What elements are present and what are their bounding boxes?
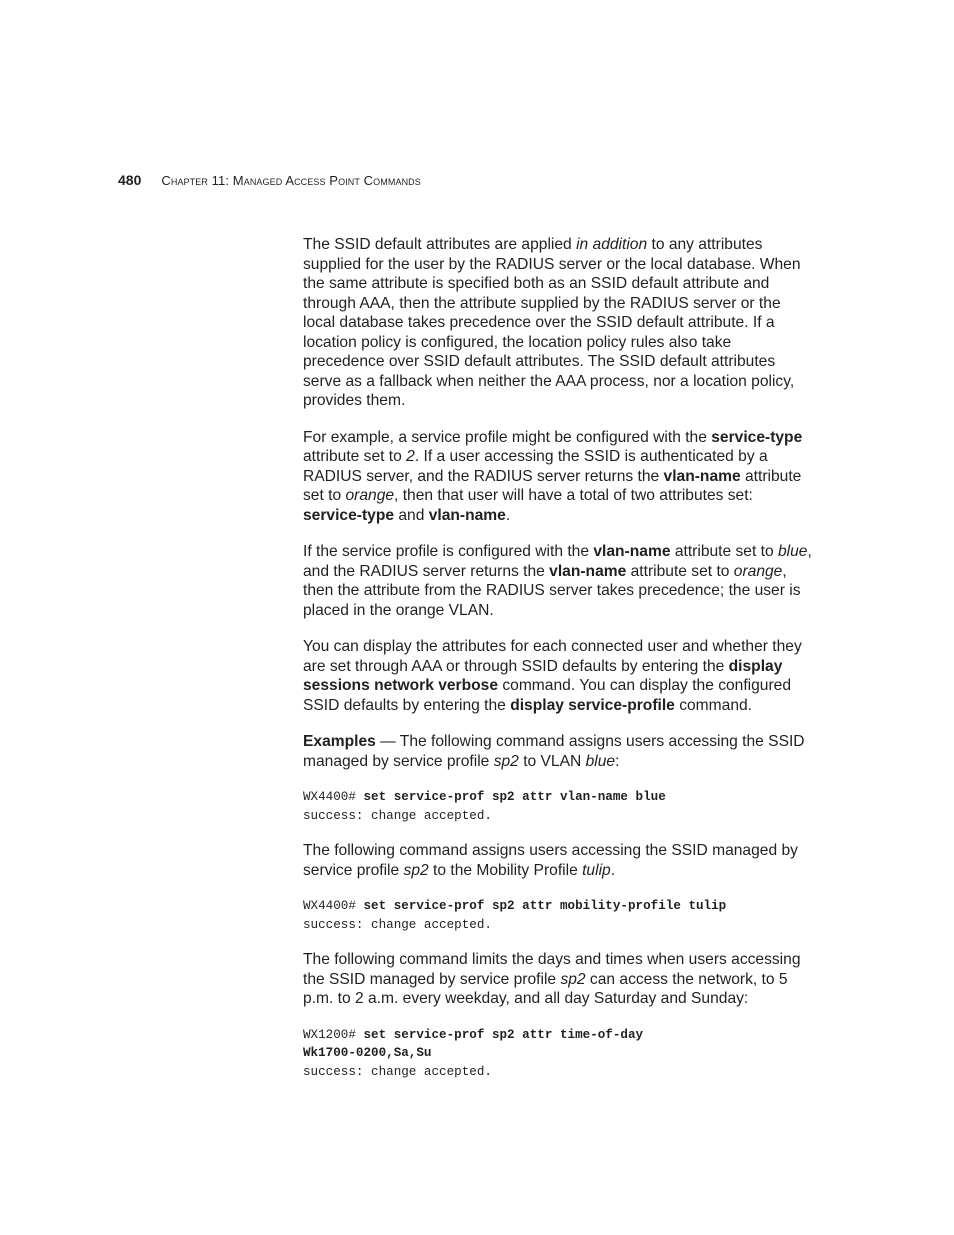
chapter-title: Chapter 11: Managed Access Point Commands xyxy=(161,173,421,188)
paragraph-time-of-day: The following command limits the days and times when users accessing the SSID managed by service profile sp2 can access the network, to 5 p.m. to 2 a.m. every weekday, and all day Saturday and Sunday: xyxy=(303,951,801,1007)
paragraph-ssid-defaults: The SSID default attributes are applied in addition to any attributes supplied for the user by the RADIUS server or the local database. When the same attribute is specified both as an SSID default attribute and through AAA, then the attribute supplied by the RADIUS server or the local database takes precedence over the SSID default attribute. If a location policy is configured, the location policy rules also take precedence over SSID default attributes. The SSID default attributes serve as a fallback when neither the AAA process, nor a location policy, provides them. xyxy=(303,236,801,409)
paragraph-mobility-profile: The following command assigns users accessing the SSID managed by service profile sp2 to the Mobility Profile tulip. xyxy=(303,842,798,879)
paragraph-display-attributes: You can display the attributes for each connected user and whether they are set through AAA or through SSID defaults by entering the display sessions network verbose command. You can display the configured SSID defaults by entering the display service-profile command. xyxy=(303,638,802,714)
paragraph-vlan-precedence: If the service profile is configured with the vlan-name attribute set to blue, and the RADIUS server returns the vlan-name attribute set to orange, then the attribute from the RADIUS server takes precedence; the user is placed in the orange VLAN. xyxy=(303,543,812,619)
code-example-mobility: WX4400# set service-prof sp2 attr mobility-profile tulip success: change accepted. xyxy=(303,899,727,932)
code-example-time-of-day: WX1200# set service-prof sp2 attr time-of-day Wk1700-0200,Sa,Su success: change accepted. xyxy=(303,1027,644,1079)
page-number: 480 xyxy=(118,172,142,188)
body-text xyxy=(303,235,815,1097)
code-example-vlan: WX4400# set service-prof sp2 attr vlan-name blue success: change accepted. xyxy=(303,790,666,823)
paragraph-examples: Examples — The following command assigns users accessing the SSID managed by service profile sp2 to VLAN blue: xyxy=(303,733,805,770)
paragraph-example-service-type: For example, a service profile might be configured with the service-type attribute set to 2. If a user accessing the SSID is authenticated by a RADIUS server, and the RADIUS server returns the vlan-name attribute set to orange, then that user will have a total of two attributes set: service-type and vlan-name. xyxy=(303,428,803,524)
running-header xyxy=(118,172,421,188)
